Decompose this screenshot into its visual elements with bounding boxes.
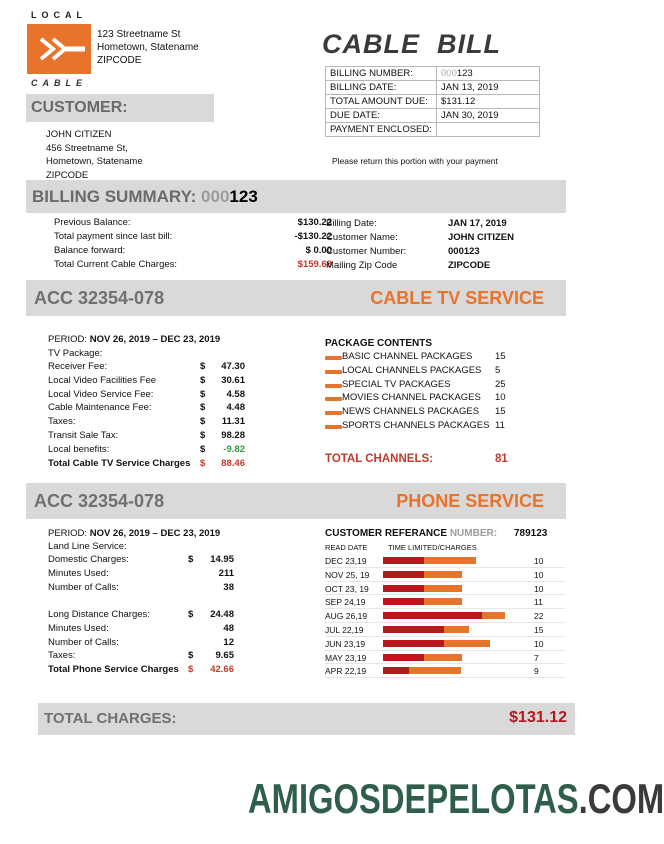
billing-info-row <box>326 81 540 95</box>
summary-value: JOHN CITIZEN <box>448 232 514 243</box>
reference-value: 10 <box>534 556 544 566</box>
billing-info-label: DUE DATE: <box>326 109 437 123</box>
phone-period <box>48 528 220 539</box>
charge-label: Local Video Service Fee: <box>48 388 154 400</box>
watermark <box>248 775 664 823</box>
reference-row <box>325 623 565 637</box>
customer-reference-heading <box>325 528 497 539</box>
package-count: 15 <box>495 351 506 362</box>
charge-value: 14.95 <box>210 554 234 565</box>
charge-dollar: $ <box>200 443 206 455</box>
charge-dollar: $ <box>200 361 206 372</box>
tv-period <box>48 334 220 345</box>
tv-package-label: TV Package: <box>48 348 103 359</box>
reference-read-date: DEC 23,19 <box>325 556 367 566</box>
company-address-line: Hometown, Statename <box>97 42 199 53</box>
brand-bottom-word: CABLE <box>31 78 87 88</box>
usage-bar-limited <box>383 626 444 633</box>
package-swatch-icon <box>325 370 342 374</box>
charge-dollar: $ <box>188 664 194 676</box>
charge-dollar: $ <box>188 609 194 620</box>
customer-address-line: 456 Streetname St, <box>46 142 128 154</box>
package-count: 11 <box>495 419 505 431</box>
return-note: Please return this portion with your payment <box>332 156 498 166</box>
package-item <box>325 420 525 434</box>
package-count: 10 <box>495 392 506 404</box>
reference-value: 9 <box>534 666 539 677</box>
tv-period-dates: NOV 26, 2019 – DEC 23, 2019 <box>89 334 221 345</box>
reference-usage-chart <box>325 554 565 678</box>
usage-bar <box>383 667 528 674</box>
charge-label: Cable Maintenance Fee: <box>48 402 152 414</box>
total-charges-label: TOTAL CHARGES: <box>44 710 177 727</box>
usage-bar-charges <box>424 585 462 592</box>
billing-info-row <box>326 95 540 109</box>
customer-heading: CUSTOMER: <box>31 99 128 116</box>
usage-bar-charges <box>424 654 462 661</box>
tv-period-label: PERIOD: <box>48 334 90 345</box>
charge-dollar: $ <box>200 374 206 386</box>
usage-bar <box>383 612 528 619</box>
package-item <box>325 351 525 365</box>
reference-value: 10 <box>534 583 544 594</box>
usage-bar <box>383 654 528 661</box>
usage-bar-limited <box>383 654 424 661</box>
charge-value: 30.61 <box>221 374 245 386</box>
reference-read-date: AUG 26,19 <box>325 611 368 622</box>
charge-dollar: $ <box>200 457 206 469</box>
charge-dollar: $ <box>200 402 206 414</box>
usage-bar-limited <box>383 598 424 605</box>
package-item <box>325 392 525 406</box>
tv-account-number: ACC 32354-078 <box>34 288 165 308</box>
read-date-header: READ DATE <box>325 543 368 552</box>
charge-value: -9.82 <box>223 443 245 455</box>
billing-info-row <box>326 109 540 123</box>
charge-total-label: Total Phone Service Charges <box>48 664 179 676</box>
reference-read-date: MAY 23,19 <box>325 652 367 663</box>
summary-number: 123 <box>229 187 258 206</box>
charge-label: Local benefits: <box>48 443 110 455</box>
total-charges-bar <box>38 703 575 735</box>
reference-number-label: NUMBER: <box>449 528 498 539</box>
reference-read-date: JUN 23,19 <box>325 638 366 649</box>
package-item <box>325 365 525 379</box>
summary-label: Customer Number: <box>326 246 407 257</box>
charge-total-value: 42.66 <box>210 664 234 676</box>
usage-bar-charges <box>482 612 505 619</box>
usage-bar-charges <box>424 571 462 578</box>
billing-info-value: $131.12 <box>437 95 540 109</box>
charge-label: Number of Calls: <box>48 636 119 648</box>
usage-bar-charges <box>424 598 462 605</box>
bill-title: CABLE BILL <box>322 29 501 59</box>
total-charges-value: $131.12 <box>509 709 567 726</box>
charge-value: 98.28 <box>221 429 245 441</box>
reference-read-date: OCT 23, 19 <box>325 583 369 594</box>
phone-service-title: PHONE SERVICE <box>396 491 544 511</box>
customer-address-line: ZIPCODE <box>46 169 89 181</box>
customer-heading-bar <box>26 94 214 122</box>
charge-value: 38 <box>223 581 234 593</box>
total-channels-value: 81 <box>495 453 508 465</box>
charge-value: 12 <box>223 636 234 648</box>
summary-label: Total payment since last bill: <box>54 231 173 242</box>
usage-bar <box>383 626 528 633</box>
brand-logo-icon <box>27 24 91 74</box>
package-swatch-icon <box>325 425 342 429</box>
reference-value: 11 <box>534 597 543 608</box>
reference-row <box>325 651 565 665</box>
billing-info-label: BILLING DATE: <box>326 81 437 95</box>
charge-value: 47.30 <box>221 361 245 372</box>
package-name: LOCAL CHANNELS PACKAGES <box>342 364 482 376</box>
billing-info-table <box>325 66 540 137</box>
billing-summary-bar <box>26 180 566 213</box>
customer-address-line: JOHN CITIZEN <box>46 129 112 140</box>
usage-bar-limited <box>383 667 409 674</box>
reference-row <box>325 637 565 651</box>
charge-dollar: $ <box>188 554 194 565</box>
reference-value: 7 <box>534 652 539 663</box>
phone-period-dates: NOV 26, 2019 – DEC 23, 2019 <box>89 528 221 539</box>
billing-info-label: PAYMENT ENCLOSED: <box>326 123 437 137</box>
summary-number-prefix: 000 <box>201 187 230 206</box>
summary-label: Mailing Zip Code <box>326 260 398 271</box>
charge-label: Taxes: <box>48 416 76 428</box>
usage-bar-limited <box>383 571 424 578</box>
charge-label: Number of Calls: <box>48 581 119 593</box>
summary-label: Billing Date: <box>326 218 377 229</box>
charge-label: Receiver Fee: <box>48 361 108 372</box>
package-name: BASIC CHANNEL PACKAGES <box>342 351 473 362</box>
package-item <box>325 379 525 393</box>
usage-bar <box>383 585 528 592</box>
phone-period-label: PERIOD: <box>48 528 90 539</box>
package-name: MOVIES CHANNEL PACKAGES <box>342 392 481 404</box>
package-count: 25 <box>495 378 506 390</box>
package-swatch-icon <box>325 397 342 401</box>
reference-read-date: APR 22,19 <box>325 666 367 677</box>
summary-value: -$130.22 <box>294 231 332 242</box>
reference-row <box>325 609 565 623</box>
package-name: NEWS CHANNELS PACKAGES <box>342 406 480 418</box>
billing-info-row <box>326 67 540 81</box>
phone-account-number: ACC 32354-078 <box>34 491 165 511</box>
charge-value: 4.58 <box>226 388 245 400</box>
land-line-label: Land Line Service: <box>48 541 127 552</box>
charge-value: 24.48 <box>210 609 234 620</box>
usage-bar <box>383 640 528 647</box>
tv-account-bar <box>26 280 566 316</box>
charge-value: 48 <box>223 622 234 634</box>
reference-row <box>325 554 565 568</box>
package-name: SPORTS CHANNELS PACKAGES <box>342 419 490 431</box>
reference-row <box>325 664 565 678</box>
billing-number-prefix: 000 <box>441 68 457 79</box>
summary-label: Balance forward: <box>54 245 126 256</box>
charge-total-value: 88.46 <box>221 457 245 469</box>
charge-value: 4.48 <box>226 402 245 414</box>
package-name: SPECIAL TV PACKAGES <box>342 378 451 390</box>
package-item <box>325 406 525 420</box>
reference-value: 15 <box>534 624 544 635</box>
charge-label: Transit Sale Tax: <box>48 429 119 441</box>
usage-bar-charges <box>424 557 476 564</box>
package-swatch-icon <box>325 411 342 415</box>
reference-heading-label: CUSTOMER REFERANCE <box>325 528 450 539</box>
usage-bar-limited <box>383 640 444 647</box>
billing-summary-heading <box>32 187 258 207</box>
reference-read-date: NOV 25, 19 <box>325 569 370 580</box>
summary-value: ZIPCODE <box>448 260 491 271</box>
charge-value: 9.65 <box>215 650 234 662</box>
billing-info-value: JAN 30, 2019 <box>437 109 540 123</box>
billing-summary-label: BILLING SUMMARY: <box>32 187 202 206</box>
charge-value: 211 <box>218 567 234 579</box>
reference-row <box>325 595 565 609</box>
summary-label: Total Current Cable Charges: <box>54 259 178 270</box>
billing-info-row <box>326 123 540 137</box>
reference-value: 10 <box>534 569 544 580</box>
usage-bar <box>383 571 528 578</box>
package-count: 15 <box>495 406 506 418</box>
company-address-line: ZIPCODE <box>97 55 142 66</box>
usage-bar-charges <box>444 626 469 633</box>
billing-info-label: BILLING NUMBER: <box>326 67 437 81</box>
summary-value: $130.22 <box>297 217 332 228</box>
charge-value: 11.31 <box>221 416 245 428</box>
package-swatch-icon <box>325 356 342 360</box>
usage-bar-charges <box>409 667 461 674</box>
charge-label: Taxes: <box>48 650 76 662</box>
reference-value: 10 <box>534 638 544 649</box>
summary-value: $ 0.00 <box>305 245 332 256</box>
total-channels-label: TOTAL CHANNELS: <box>325 453 433 465</box>
charge-label: Minutes Used: <box>48 567 109 579</box>
billing-info-value: JAN 13, 2019 <box>437 81 540 95</box>
brand-top-word: LOCAL <box>31 10 87 20</box>
usage-bar <box>383 598 528 605</box>
usage-bar-limited <box>383 557 424 564</box>
usage-bar-limited <box>383 612 482 619</box>
charge-dollar: $ <box>200 388 206 400</box>
charge-label: Long Distance Charges: <box>48 609 150 620</box>
billing-number: 123 <box>456 68 473 79</box>
billing-info-value <box>437 67 540 81</box>
payment-enclosed-field[interactable] <box>437 123 540 137</box>
tv-service-title: CABLE TV SERVICE <box>370 288 544 308</box>
customer-address <box>46 128 143 182</box>
summary-value: 000123 <box>448 246 480 257</box>
package-swatch-icon <box>325 384 342 388</box>
charge-dollar: $ <box>188 650 194 662</box>
charge-label: Minutes Used: <box>48 622 109 634</box>
time-limited-header: TIME LIMITED/CHARGES <box>388 543 477 552</box>
charge-dollar: $ <box>200 416 206 428</box>
charge-total-label: Total Cable TV Service Charges <box>48 457 191 469</box>
package-count: 5 <box>495 364 501 376</box>
reference-number: 789123 <box>514 528 548 539</box>
customer-address-line: Hometown, Statename <box>46 156 143 167</box>
phone-account-bar <box>26 483 566 519</box>
package-list <box>325 351 525 434</box>
usage-bar <box>383 557 528 564</box>
reference-read-date: JUL 22,19 <box>325 624 364 635</box>
usage-bar-limited <box>383 585 424 592</box>
company-address <box>97 28 199 67</box>
charge-label: Local Video Facilities Fee <box>48 374 157 386</box>
charge-dollar: $ <box>200 429 206 441</box>
billing-info-label: TOTAL AMOUNT DUE: <box>326 95 437 109</box>
company-address-line: 123 Streetname St <box>97 29 181 40</box>
watermark-suffix: .COM <box>578 775 664 822</box>
summary-label: Previous Balance: <box>54 217 131 228</box>
summary-label: Customer Name: <box>326 232 398 243</box>
watermark-main: AMIGOSDEPELOTAS <box>248 775 579 822</box>
reference-read-date: SEP 24,19 <box>325 597 366 608</box>
reference-value: 22 <box>534 611 544 622</box>
reference-row <box>325 568 565 582</box>
summary-value: JAN 17, 2019 <box>448 218 507 229</box>
package-contents-title: PACKAGE CONTENTS <box>325 338 433 349</box>
usage-bar-charges <box>444 640 490 647</box>
summary-value: $159.68 <box>297 259 332 270</box>
charge-label: Domestic Charges: <box>48 554 129 565</box>
reference-row <box>325 582 565 596</box>
